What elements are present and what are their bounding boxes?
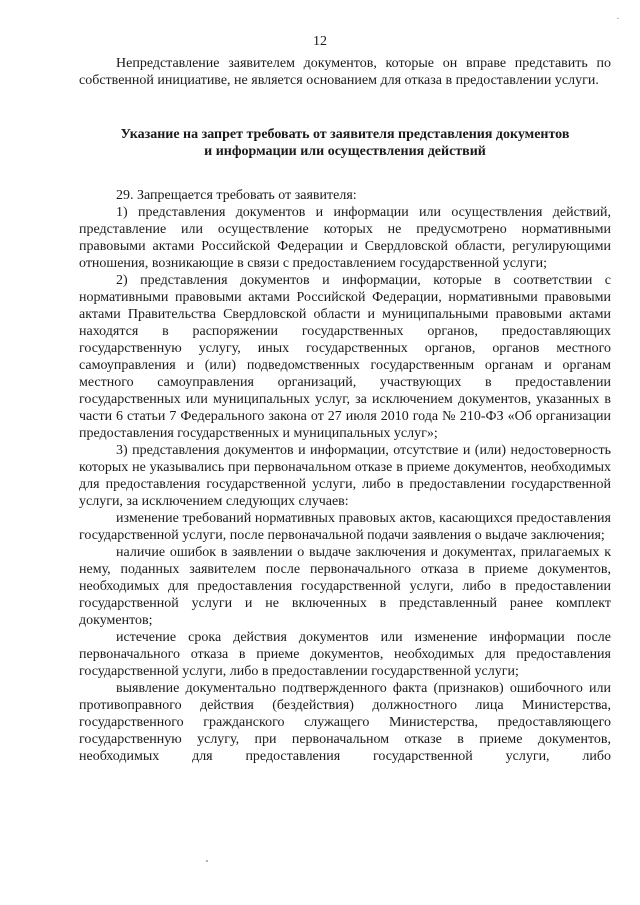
scan-artifact — [617, 18, 619, 19]
intro-block — [79, 55, 611, 89]
body-text — [79, 187, 611, 765]
exception-case-1: изменение требований нормативных правовых актов, касающихся предоставления государственной услуги, после первоначальной подачи заявления о выдаче заключения; — [79, 511, 611, 543]
section-heading — [79, 126, 611, 160]
paragraph-29: 29. Запрещается требовать от заявителя: — [116, 188, 357, 203]
scan-dot — [206, 860, 208, 862]
exception-case-3: истечение срока действия документов или изменение информации после первоначального отказа в приеме документов, необходимых для предоставления государственной услуги, либо в предоставлении государственной услуги; — [79, 630, 611, 679]
intro-paragraph: Непредставление заявителем документов, которые он вправе представить по собственной инициативе, не является основанием для отказа в предоставлении услуги. — [79, 56, 611, 88]
list-item-2: 2) представления документов и информации, которые в соответствии с нормативными правовыми актами Российской Федерации, нормативными правовыми актами Правительства Свердловской области и муниципальными правовыми актами находятся в распоряжении государственных органов, предоставляющих государственную услугу, иных государственных органов, органов местного самоуправления и (или) подведомственных государственным органам и органам местного самоуправления организаций, участвующих в предоставлении государственных или муниципальных услуг, за исключением документов, указанных в части 6 статьи 7 Федерального закона от 27 июля 2010 года № 210-ФЗ «Об организации предоставления государственных и муниципальных услуг»; — [79, 273, 611, 441]
exception-case-4: выявление документально подтвержденного факта (признаков) ошибочного или противоправного действия (бездействия) должностного лица Министерства, государственного гражданского служащего Министерства, предоставляющего государственную услугу, при первоначальном отказе в приеме документов, необходимых для предоставления государственной услуги, либо — [79, 681, 611, 764]
list-item-1: 1) представления документов и информации или осуществления действий, представление или осуществление которых не предусмотрено нормативными правовыми актами Российской Федерации и Свердловской области, регулирующими отношения, возникающие в связи с предоставлением государственной услуги; — [79, 205, 611, 271]
section-heading-line-2: и информации или осуществления действий — [204, 144, 486, 159]
list-item-3: 3) представления документов и информации, отсутствие и (или) недостоверность которых не указывались при первоначальном отказе в приеме документов, необходимых для предоставления государственной услуги, либо в предоставлении государственной услуги, за исключением следующих случаев: — [79, 443, 611, 509]
exception-case-2: наличие ошибок в заявлении о выдаче заключения и документах, прилагаемых к нему, поданных заявителем после первоначального отказа в приеме документов, необходимых для предоставления государственной услуги, либо в предоставлении государственной услуги и не включенных в представленный ранее комплект документов; — [79, 545, 611, 628]
page-number: 12 — [313, 34, 327, 49]
section-heading-line-1: Указание на запрет требовать от заявителя представления документов — [120, 127, 570, 142]
